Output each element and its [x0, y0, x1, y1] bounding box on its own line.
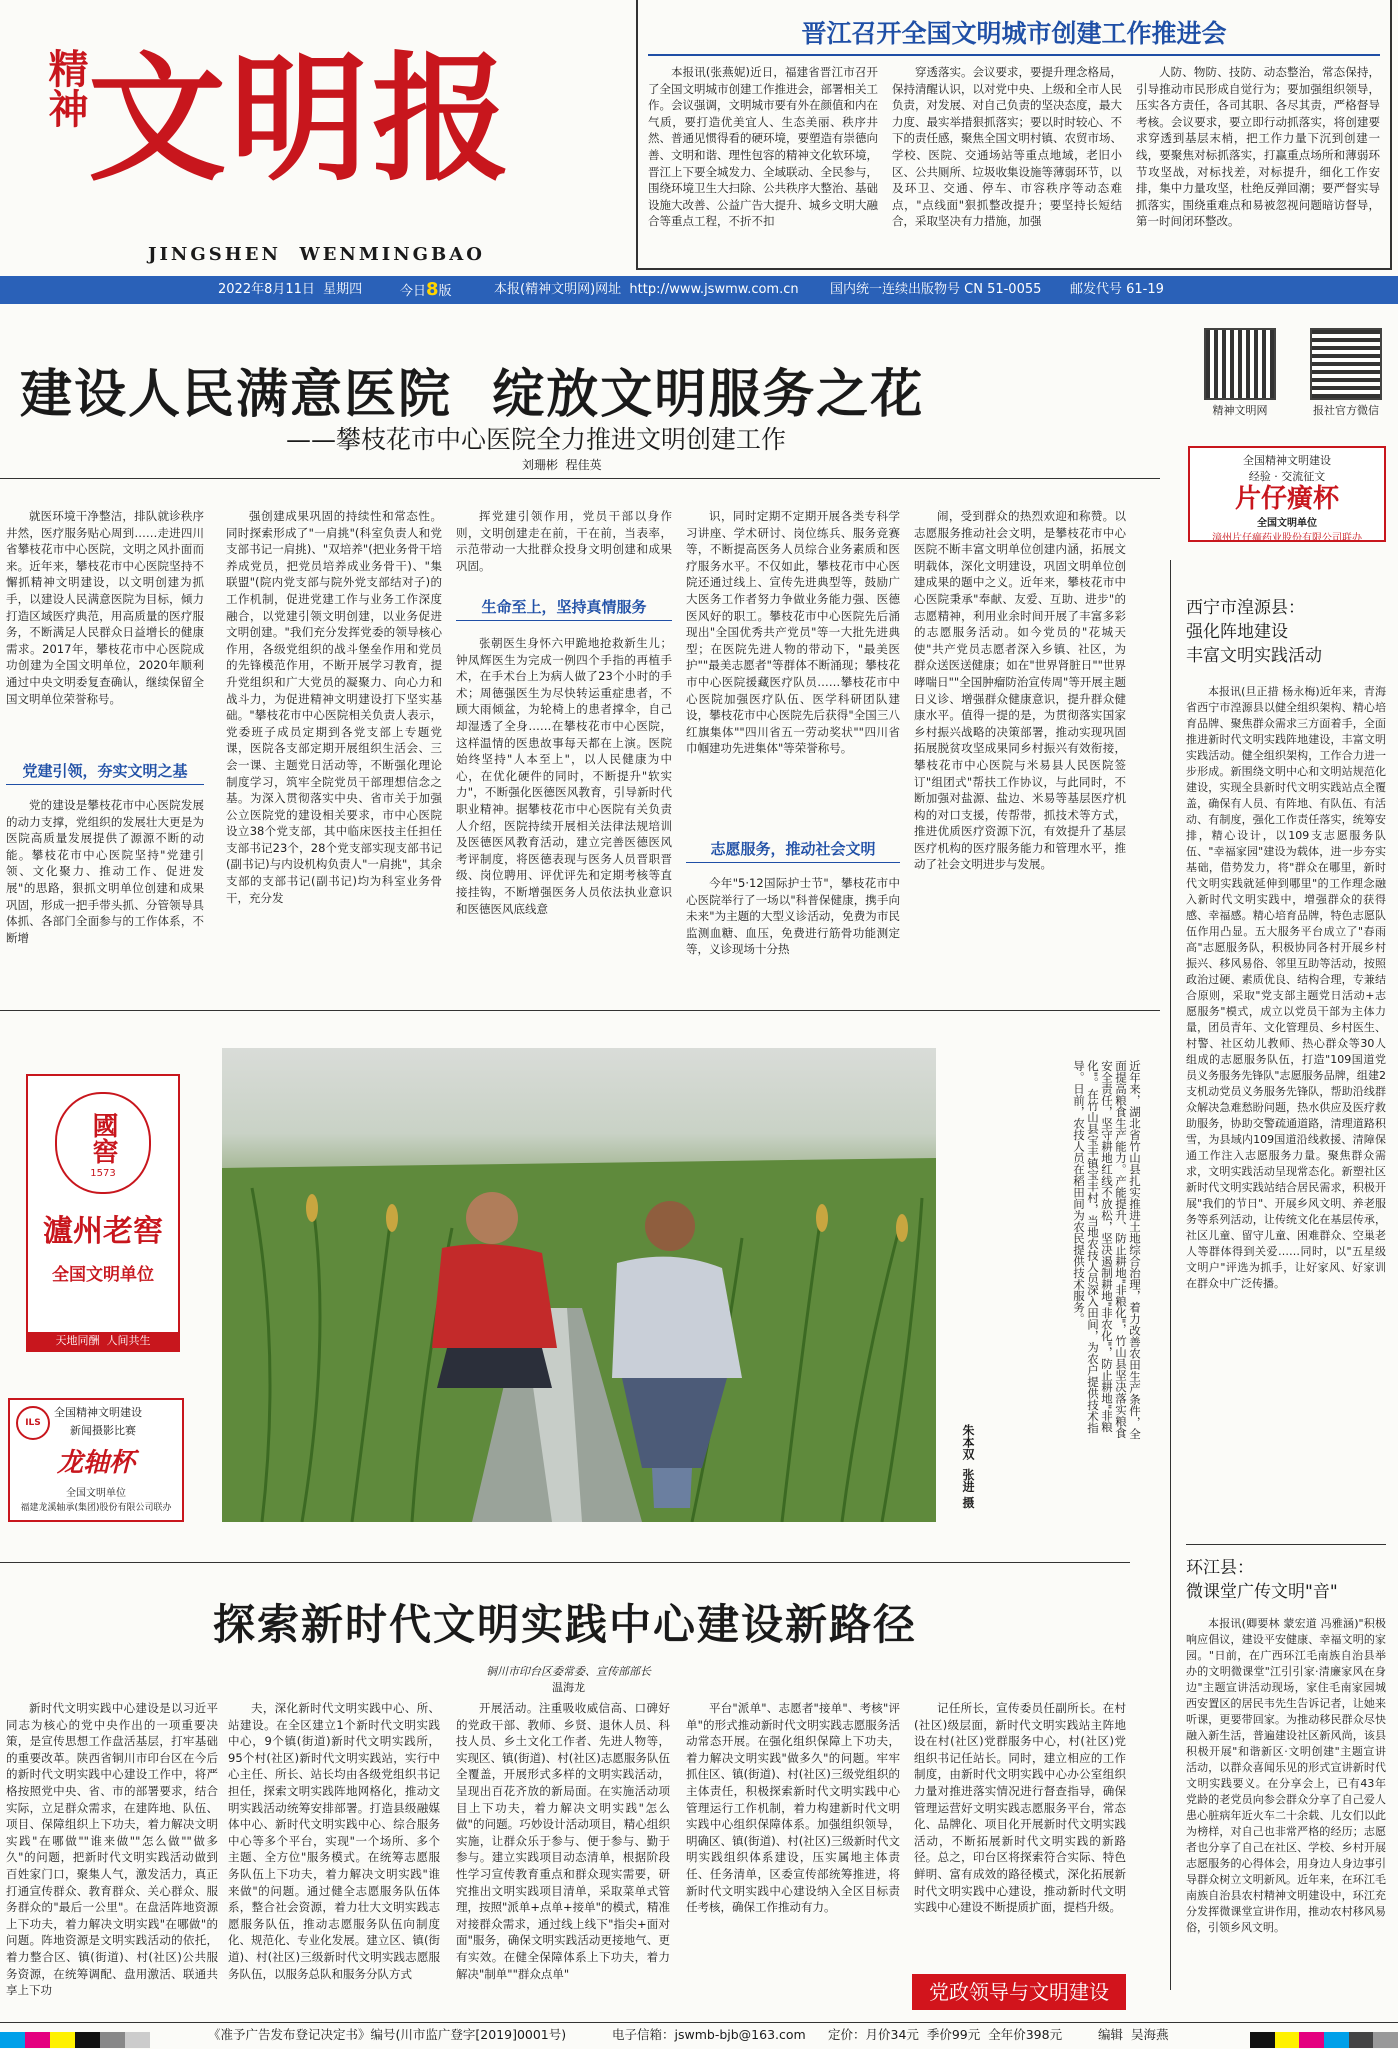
main-author: 刘珊彬 程佳英 [522, 458, 602, 472]
ad-pth-company: 漳州片仔癀药业股份有限公司联办 [1212, 533, 1362, 544]
bottom-col1: 新时代文明实践中心建设是以习近平同志为核心的党中央作出的一项重要决策，是宣传思想工作盘活基层，打牢基础的重要改革。陕西省铜川市印台区在今后的新时代文明实践中心建设工作中，将严格按照党中央、省、市的部署要求，结合实际，立足群众需求，在建阵地、队伍、项目、保障组织上下功夫，着力解决文明实践"在哪做""谁来做""怎么做""做多久"的问题，把新时代文明实践活动做到百姓家门口，聚集人气，激发活力，真正打通宣传群众、教育群众、关心群众、服务群众的"最后一公里"。在盘活阵地资源上下功夫，着力解决文明实践"在哪做"的问题。阵地资源是文明实践活动的依托，着力整合区、镇(街道)、村(社区)公共服务资源，在统筹调配、盘用激活、联通共享上下功 [6, 1701, 218, 1998]
main-article-col3 [456, 508, 672, 1008]
main-col4-text-a: 识，同时定期不定期开展各类专科学习讲座、学术研讨、岗位练兵、服务竞赛等，不断提高医务人员综合业务素质和医疗服务水平。不仅如此，攀枝花市中心医院还通过线上、宣传先进典型等，鼓励广大医务工作者努力争做业务能力强、医德医风好的职工。攀枝花市中心医院先后涌现出"全国优秀共产党员"等一大批先进典型；在医院先进人物的带动下，"最美医护""最美志愿者"等群体不断涌现；攀枝花市中心医院援藏医疗队员……攀枝花市中心医院加强医疗队伍、医学科研团队建设，攀枝花市中心医院先后获得"全国三八红旗集体""四川省五一劳动奖状""四川省巾帼建功先进集体"等荣誉称号。 [686, 509, 900, 756]
main-article-col5: 闹，受到群众的热烈欢迎和称赞。以志愿服务推动社会文明，是攀枝花市中心医院不断丰富文明单位创建内涵，拓展文明载体，深化文明建设，巩固文明单位创建成果的题中之义。近年来，攀枝花市中心医院秉承"奉献、友爱、互助、进步"的志愿精神，利用业余时间开展了丰富多彩的志愿服务活动。如今党员的"花城天使"共产党员志愿者深入乡镇、社区，为群众送医送健康；如在"世界肾脏日""世界哮喘日""全国肿瘤防治宣传周"等开展主题日义诊、增强群众健康意识，提升群众健康水平。值得一提的是，为贯彻落实国家乡村振兴战略的决策部署，推动实现巩固拓展脱贫攻坚成果同乡村振兴有效衔接，攀枝花市中心医院与米易县人民医院签订"组团式"帮扶工作协议，与此同时，不断加强对盐源、盐边、米易等基层医疗机构的对口支援，传帮带，抓技术等方式，推进优质医疗资源下沉，有效提升了基层医疗机构的医疗服务能力和管理水平，推动了社会文明进步与发展。 [914, 509, 1126, 872]
ad-longzhou [8, 1398, 184, 1522]
longzhou-brand: 龙轴杯 [56, 1448, 135, 1478]
photo-credit: 朱本双 张进 摄 [961, 1424, 975, 1509]
guojiao-seal [55, 1092, 151, 1194]
main-article-col4 [686, 508, 900, 1008]
page-count-prefix: 今日 [400, 284, 427, 299]
right-article-1-title: 西宁市湟源县： 强化阵地建设 丰富文明实践活动 [1186, 598, 1322, 666]
postal-code: 邮发代号 61-19 [1070, 282, 1164, 297]
page-count-number: 8 [426, 279, 439, 300]
main-headline: 建设人民满意医院 绽放文明服务之花 [20, 365, 925, 425]
right-article-1-body: 本报讯(旦正措 杨永梅)近年来，青海省西宁市湟源县以健全组织架构、精心培育品牌、聚焦群众需求三方面着手，全面推进新时代文明实践阵地建设，丰富文明实践活动。健全组织架构，工作合力进一步形成。新围绕文明中心和文明站规范化建设，实现全县新时代文明实践站点全覆盖，确保有人员、有阵地、有队伍、有活动、有制度，强化工作责任落实，统筹安排，精心设计，以109支志愿服务队伍、"幸福家园"建设为载体，进一步夯实基础，借势发力，将"群众在哪里，新时代文明实践就延伸到哪里"的工作理念融入新时代文明实践中，增强群众的获得感、幸福感。精心培育品牌，特色志愿队伍作用凸显。五大服务平台成立了"春雨高"志愿服务队，积极协同各村开展乡村振兴、移风易俗、邻里互助等活动，按照政治过硬、素质优良、结构合理，专兼结合原则，采取"党支部主题党日活动+志愿服务"模式，成立以党员干部为主体力量，团员青年、文化管理员、乡村医生、村警、社区幼儿教师、热心群众等30人组成的志愿服务队伍，打造"109国道党员义务服务先锋队"志愿服务品牌，组建2支机动党员义务服务先锋队，帮助沿线群众解决急难愁盼问题，热水供应及医疗救助服务，协助交警疏通道路，清理道路积雪，为县域内109国道沿线救援、清障保通工作注入志愿服务力量。聚焦群众需求，文明实践活动呈现常态化。新塑社区新时代文明实践站结合居民需求，积极开展"我们的节日"、开展乡风文明、养老服务等系列活动，让传统文化在基层传承，社区儿童、留守儿童、困难群众、空巢老人等群体得到关爱……同时，以"五星级文明户"评选为抓手，让好家风、好家训在群众中广泛传播。 [1186, 685, 1386, 1290]
main-col4-text-b: 今年"5·12国际护士节"，攀枝花市中心医院举行了一场以"科普保健康，携手向未来"为主题的大型义诊活动，免费为市民监测血糖、血压，免费进行筋骨功能测定等，义诊现场十分热 [686, 876, 900, 957]
ad-pth-line1: 全国精神文明建设 [1243, 454, 1331, 467]
issue-date: 2022年8月11日 星期四 [218, 282, 363, 297]
qr-wechat[interactable] [1310, 328, 1382, 400]
top-article [636, 0, 1392, 270]
main-col3-text-a: 挥党建引领作用，党员干部以身作则，文明创建走在前，干在前，当表率，示范带动一大批群众投身文明创建和成果巩固。 [456, 509, 672, 573]
qr-website-label: 精神文明网 [1212, 404, 1268, 417]
bottom-author-title: 铜川市印台区委常委、宣传部部长 [486, 1665, 651, 1678]
top-article-col2: 穿透落实。会议要求，要提升理念格局，保持清醒认识，以对党中央、上级和全市人民负责，对发展、对自己负责的坚决态度，最大力度、最实举措狠抓落实；要以时时较心、不下的责任感，聚焦全国文明村镇、农贸市场、学校、医院、交通场站等重点地域，老旧小区、公共厕所、垃圾收集设施等薄弱环节，以及环卫、交通、停车、市容秩序等动态难点，"点线面"狠抓整改提升；要坚持长短结合，采取坚决有力措施，加强 [892, 65, 1122, 229]
section-heading: 志愿服务，推动社会文明 [686, 838, 900, 863]
guojiao-honor: 全国文明单位 [52, 1265, 154, 1285]
masthead-pinyin: JINGSHEN WENMINGBAO [148, 244, 485, 265]
longzhou-company: 福建龙溪轴承(集团)股份有限公司联办 [20, 1503, 172, 1513]
rice-field-scene [222, 1048, 936, 1522]
footer-email[interactable]: 电子信箱：jswmb-bjb@163.com [612, 2027, 806, 2042]
main-subtitle: ——攀枝花市中心医院全力推进文明创建工作 [286, 425, 787, 454]
cn-number: 国内统一连续出版物号 CN 51-0055 [830, 282, 1042, 297]
page-count-suffix: 版 [438, 284, 452, 299]
guojiao-name: 瀘州老窖 [43, 1214, 163, 1249]
footer-price: 定价：月价34元 季价99元 全年价398元 [828, 2027, 1063, 2042]
photo-caption: 近年来，湖北省竹山县扎实推进土地综合治理，着力改善农田生产条件，全面提高粮食生产能力。产能提升、防止耕地"非粮化"，竹山县坚决落实粮食安全责任，坚守耕地红线不放松，坚决遏制耕地"非农化"，防止耕地"非粮化"。在竹山县宝丰镇宝丰村，当地农技人员深入田间，为农户提供技术指导。日前，农技人员在稻田间为农民提供技术服务。 [1072, 1060, 1142, 1440]
footer-license: 《准予广告发布登记决定书》编号(川市监广登字[2019]0001号) [208, 2027, 567, 2042]
dateline-bar [0, 276, 1398, 304]
bottom-col4: 平台"派单"、志愿者"接单"、考核"评单"的形式推动新时代文明实践志愿服务活动常态开展。在强化组织保障上下功夫，着力解决文明实践"做多久"的问题。牢牢抓住区、镇(街道)、村(社区)三级党组织的主体责任，积极探索新时代文明实践中心管理运行工作机制，着力构建新时代文明实践中心组织保障体系。加强组织领导，明确区、镇(街道)、村(社区)三级新时代文明实践组织体系建设，压实属地主体责任、任务清单，区委宣传部统筹推进，将新时代文明实践中心建设纳入全区目标责任考核，确保工作推动有力。 [686, 1701, 900, 1915]
guojiao-year: 1573 [90, 1167, 116, 1179]
qr-wechat-label: 报社官方微信 [1313, 404, 1379, 417]
main-col3-text-b: 张朝医生身怀六甲跪地抢救新生儿；钟凤辉医生为完成一例四个手指的再植手术，在手术台上为病人做了23个小时的手术；周德强医生为尽快转运重症患者，不顾大雨倾盆，为轮椅上的患者撑伞，自己却湿透了全身……在攀枝花市中心医院，这样温情的医患故事每天都在上演。医院始终坚持"人本至上"，以人民健康为中心，在优化硬件的同时，不断提升"软实力"，不断强化医德医风教育，引导新时代职业精神。据攀枝花市中心医院有关负责人介绍，医院持续开展相关法律法规培训及医德医风教育活动，建立完善医德医风考评制度，将医德表现与医务人员晋职晋级、岗位聘用、评优评先和定期考核等直接挂钩，不断增强医务人员依法执业意识和医德医风底线意 [456, 636, 672, 916]
masthead [10, 8, 630, 270]
footer-editor: 编辑 吴海燕 [1098, 2027, 1169, 2042]
bottom-col5: 记任所长，宣传委员任副所长。在村(社区)级层面，新时代文明实践站主阵地设在村(社区)党群服务中心，村(社区)党组织书记任站长。同时，建立相应的工作制度，由新时代文明实践中心办公室组织力量对推进落实情况进行督查指导，确保管理运营好文明实践志愿服务平台，常态化、品牌化、项目化开展新时代文明实践活动，不断拓展新时代文明实践的新路径。总之，印台区将探索符合实际、特色鲜明、富有成效的路径模式，深化拓展新时代文明实践中心建设，推动新时代文明实践中心建设不断提质扩面，提档升级。 [914, 1701, 1126, 1915]
main-article-col2: 强创建成果巩固的持续性和常态性。同时探索形成了"一肩挑"(科室负责人和党支部书记一肩挑)、"双培养"(把业务骨干培养成党员，把党员培养成业务骨干)、"集联盟"(院内党支部与院外党支部结对子)的工作机制，促进党建工作与业务工作深度融合，以党建引领文明创建，以业务促进文明创建。"我们充分发挥党委的领导核心作用，各级党组织的战斗堡垒作用和党员的先锋模范作用，不断开展学习教育，提升党组织和广大党员的凝聚力、向心力和战斗力，为促进精神文明建设打下坚实基础。"攀枝花市中心医院相关负责人表示，党委班子成员定期到各党支部上专题党课，医院各支部定期开展组织生活会、三会一课、主题党日活动等，不断强化理论制度学习，筑牢全院党员干部理想信念之基。为深入贯彻落实中央、省市关于加强公立医院党的建设相关要求，市中心医院设立38个党支部，其中临床医技主任担任支部书记23个，28个党支部实现支部书记(副书记)与内设机构负责人"一肩挑"，其余支部的支部书记(副书记)均为科室业务骨干，充分发 [226, 509, 442, 905]
main-col1-text-a: 就医环境干净整洁，排队就诊秩序井然，医疗服务贴心周到……走进四川省攀枝花市中心医院，文明之风扑面而来。近年来，攀枝花市中心医院坚持不懈抓精神文明建设，以文明创建为抓手，以建设人民满意医院为目标，倾力打造区域医疗典范，用高质量的医疗服务，不断满足人民群众日益增长的健康需求。2017年，攀枝花市中心医院成功创建为全国文明单位，2020年顺利通过中央文明委复查确认，继续保留全国文明单位荣誉称号。 [6, 509, 204, 706]
news-photo [222, 1048, 936, 1522]
page-count [400, 276, 452, 306]
top-article-col3: 人防、物防、技防、动态整治，常态保持，引导推动市民形成自觉行为；要加强组织领导，压实各方责任，各司其职、各尽其责，严格督导考核。会议要求，要立即行动抓落实，将创建要求穿透到基层末梢，把工作力量下沉到创建一线，要聚焦对标抓落实，打赢重点场所和薄弱环节攻坚战，对标找差，对标提升，细化工作安排，集中力量攻坚，杜绝反弹回潮；要严督实导抓落实，围绕重难点和易被忽视问题暗访督导，第一时间闭环整改。 [1136, 65, 1380, 229]
registration-bar-right [1250, 2032, 1398, 2048]
longzhou-unit: 全国文明单位 [66, 1488, 126, 1499]
ad-pth-unit: 全国文明单位 [1257, 518, 1317, 529]
guojiao-slogan: 天地同酬 人间共生 [28, 1332, 178, 1350]
bottom-headline: 探索新时代文明实践中心建设新路径 [212, 1600, 917, 1649]
ad-pth-brand: 片仔癀杯 [1234, 484, 1339, 514]
bottom-col2: 夫，深化新时代文明实践中心、所、站建设。在全区建立1个新时代文明实践中心，9个镇(街道)新时代文明实践所，95个村(社区)新时代文明实践站，实行中心主任、所长、站长均由各级党组织书记担任，探索文明实践阵地网格化，推动文明实践活动统筹安排部署。打造县级融媒体中心、新时代文明实践中心、综合服务中心等多个平台，实现"一个场所、多个主题、全方位"服务模式。在统筹志愿服务队伍上下功夫，着力解决文明实践"谁来做"的问题。通过健全志愿服务队伍体系，整合社会资源，着力壮大文明实践志愿服务队伍，推动志愿服务队伍向制度化、规范化、专业化发展。建立区、镇(街道)、村(社区)三级新时代文明实践志愿服务队伍，以服务总队和服务分队方式 [228, 1701, 440, 1981]
bottom-author: 温海龙 [552, 1681, 585, 1694]
bottom-byline [0, 1650, 1130, 1695]
main-article-col1 [6, 508, 204, 1008]
guojiao-brand: 國窖 [88, 1111, 118, 1164]
right-article-2-body: 本报讯(卿要林 蒙宏道 冯雅涵)"积极响应倡议，建设平安健康、幸福文明的家园。"日前，在广西环江毛南族自治县举办的文明微课堂"江引引家·清廉家风在身边"主题宣讲活动现场，家住毛南家园城西安置区的居民韦先生告诉记者，让她来听课，更要带回家。为推动移民群众尽快融入新生活，普遍建设社区新风尚，该县积极开展"和谐新区·文明创建"主题宣讲活动，以群众喜闻乐见的形式宣讲新时代文明实践要义。在分享会上，已有43年党龄的老党员向参会群众分享了自己爱人患心脏病年近火车二十余载、儿女们以此为榜样，对自己也非常严格的经历；志愿者也分享了自己在社区、学校、乡村开展志愿服务的心得体会，用身边人身边事引导群众树立文明新风。近年来，在环江毛南族自治县农村精神文明建设中，环江充分发挥微课堂宣讲作用，推动农村移风易俗，引领乡风文明。 [1186, 1617, 1386, 1934]
top-article-col1: 本报讯(张燕妮)近日，福建省晋江市召开了全国文明城市创建工作推进会，部署相关工作。会议强调，文明城市要有外在颜值和内在气质，要打造优美宜人、生态美丽、秩序井然、普通见惯得看的硬环境，要塑造有崇德向善、文明和谐、理性包容的精神文化软环境，晋江上下要全城发力、全域联动、全民参与，围绕环境卫生大扫除、公共秩序大整治、基础设施大改善、公益广告大提升、城乡文明大融合等重点工程，不折不扣 [648, 65, 878, 229]
ad-pientzehuang [1188, 446, 1386, 542]
ad-guojiao [26, 1074, 180, 1352]
section-heading: 党建引领，夯实文明之基 [6, 760, 204, 785]
ad-pth-line2: 经验 · 交流征文 [1248, 470, 1326, 483]
longzhou-line2: 新闻摄影比赛 [70, 1424, 136, 1437]
top-article-title: 晋江召开全国文明城市创建工作推进会 [801, 19, 1227, 48]
website-url[interactable]: 本报(精神文明网)网址 http://www.jswmw.com.cn [494, 282, 799, 297]
registration-bar-left [0, 2032, 150, 2048]
section-heading: 生命至上，坚持真情服务 [456, 596, 672, 621]
masthead-logo-small: 精神 [42, 48, 89, 128]
column-banner: 党政领导与文明建设 [912, 1974, 1126, 2010]
right-article-2-title: 环江县： 微课堂广传文明"音" [1186, 1558, 1338, 1602]
longzhou-line1: 全国精神文明建设 [54, 1406, 142, 1419]
qr-code-icon [1204, 328, 1276, 400]
footer [0, 2022, 1398, 2049]
longzhou-logo: ILS [16, 1406, 50, 1440]
qr-code-icon [1310, 328, 1382, 400]
main-col1-text-b: 党的建设是攀枝花市中心医院发展的动力支撑，党组织的发展壮大更是为医院高质量发展提供了源源不断的动能。攀枝花市中心医院坚持"党建引领、文化聚力、推动工作、促进发展"的思路，狠抓文明单位创建和成果巩固，形成一把手带头抓、分管领导具体抓、各部门全面参与的工作体系，不断增 [6, 798, 204, 945]
qr-website[interactable] [1204, 328, 1276, 400]
bottom-col3: 开展活动。注重吸收威信高、口碑好的党政干部、教师、乡贤、退休人员、科技人员、乡土文化工作者、先进人物等，实现区、镇(街道)、村(社区)志愿服务队伍全覆盖，开展形式多样的文明实践活动，呈现出百花齐放的新局面。在实施活动项目上下功夫，着力解决文明实践"怎么做"的问题。巧妙设计活动项目，精心组织实施，让群众乐于参与、便于参与、勤于参与。建立实践项目动态清单，根据阶段性学习宣传教育重点和群众现实需要，研究推出文明实践项目清单，采取菜单式管理，按照"派单+点单+接单"的模式，精准对接群众需求，通过线上线下"指尖+面对面"服务，确保文明实践活动更接地气、更有实效。在健全保障体系上下功夫，着力解决"制单""群众点单" [456, 1701, 670, 1981]
masthead-logo: 文明报 [88, 37, 515, 200]
